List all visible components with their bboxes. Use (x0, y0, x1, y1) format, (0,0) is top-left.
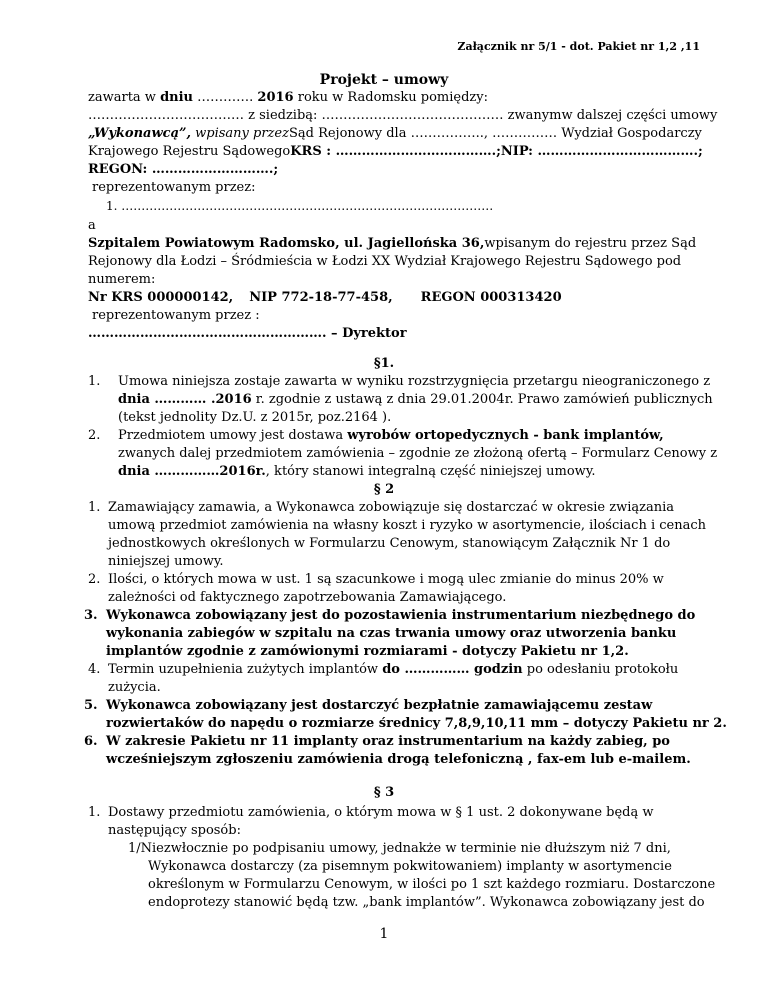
s2-p4-line-2: zużycia. (108, 680, 161, 695)
s2-p3-num: 3. (84, 608, 98, 623)
page-number: 1 (379, 926, 389, 942)
s3-p2-line-1: 1/Niezwłocznie po podpisaniu umowy, jednakże w terminie nie dłuższym niż 7 dni, (128, 841, 671, 856)
s3-p2-line-3: określonym w Formularzu Cenowym, w ilości po 1 szt każdego rozmiaru. Dostarczone (148, 877, 716, 892)
s3-p1-line-2: następujący sposób: (108, 823, 241, 838)
s3-p1-num: 1. (88, 805, 101, 820)
s2-p3-line-2: wykonania zabiegów w szpitalu na czas trwania umowy oraz utworzenia banku (106, 626, 677, 641)
section-1-heading: §1. (373, 356, 395, 371)
s3-p1-line-1: Dostawy przedmiotu zamówienia, o którym mowa w § 1 ust. 2 dokonywane będą w (108, 805, 654, 820)
s2-p5-line-1: Wykonawca zobowiązany jest dostarczyć bezpłatnie zamawiającemu zestaw (106, 698, 653, 713)
document-title: Projekt – umowy (319, 72, 449, 88)
s2-p6-line-2: wcześniejszym zgłoszeniu zamówienia drogą telefoniczną , fax-em lub e-mailem. (106, 752, 691, 767)
s2-p1-line-1: Zamawiający zamawia, a Wykonawca zobowiązuje się dostarczać w okresie związania (108, 500, 675, 515)
intro-regon: REGON: ……………………….; (88, 162, 279, 177)
s1-p2-line-1: Przedmiotem umowy jest dostawa wyrobów ortopedycznych - bank implantów, (118, 428, 664, 443)
s1-p2-num: 2. (88, 428, 101, 443)
s2-p2-line-2: zależności od faktycznego zapotrzebowania Zamawiającego. (108, 590, 507, 605)
intro-represented: reprezentowanym przez: (92, 180, 256, 195)
s2-p5-num: 5. (84, 698, 98, 713)
s2-p3-line-1: Wykonawca zobowiązany jest do pozostawienia instrumentarium niezbędnego do (106, 608, 696, 623)
s2-p1-line-3: jednostkowych określonych w Formularzu Cenowym, stanowiącym Załącznik Nr 1 do (108, 536, 671, 551)
s1-p1-line-3: (tekst jednolity Dz.U. z 2015r, poz.2164 ). (118, 410, 392, 425)
intro-number: numerem: (88, 272, 156, 287)
intro-line-2: ……………………………… z siedzibą: …………………………………… zwanym w dalszej części umowy (88, 108, 718, 123)
s2-p2-num: 2. (88, 572, 101, 587)
s2-p4-num: 4. (88, 662, 101, 677)
section-3-heading: § 3 (373, 785, 395, 800)
intro-rep-1: 1. ………………………………………………………………………………… (106, 199, 494, 213)
intro-and: a (88, 218, 96, 233)
s2-p1-num: 1. (88, 500, 101, 515)
intro-hospital: Szpitalem Powiatowym Radomsko, ul. Jagiellońska 36, wpisanym do rejestru przez Sąd (88, 236, 697, 251)
s2-p3-line-3: implantów zgodnie z zamówionymi rozmiarami - dotyczy Pakietu nr 1,2. (106, 644, 629, 659)
section-2-heading: § 2 (373, 482, 395, 497)
s1-p1-line-2: dnia ………… .2016 r. zgodnie z ustawą z dnia 29.01.2004r. Prawo zamówień publicznych (118, 392, 713, 407)
s1-p2-line-3: dnia ……………2016r., który stanowi integralną część niniejszej umowy. (118, 464, 596, 479)
intro-court: Rejonowy dla Łodzi – Śródmieścia w Łodzi XX Wydział Krajowego Rejestru Sądowego pod (88, 254, 682, 269)
attachment-header: Załącznik nr 5/1 - dot. Pakiet nr 1,2 ,11 (457, 40, 700, 53)
s3-p2-line-4: endoprotezy stanowić będą tzw. „bank implantów”. Wykonawca zobowiązany jest do (148, 895, 705, 910)
s2-p6-line-1: W zakresie Pakietu nr 11 implanty oraz instrumentarium na każdy zabieg, po (106, 734, 670, 749)
s3-p2-line-2: Wykonawca dostarczy (za pisemnym pokwitowaniem) implanty w asortymencie (148, 859, 672, 874)
intro-represented-by: reprezentowanym przez : (92, 308, 260, 323)
intro-line-1: zawarta w dniu …………. 2016 roku w Radomsku pomiędzy: (88, 90, 488, 105)
s2-p5-line-2: rozwiertaków do napędu o rozmiarze średnicy 7,8,9,10,11 mm – dotyczy Pakietu nr 2. (106, 716, 727, 731)
s2-p6-num: 6. (84, 734, 98, 749)
intro-line-4: Krajowego Rejestru Sądowego KRS : ……………………………….; NIP: ……………………………….; (88, 144, 703, 159)
s2-p2-line-1: Ilości, o których mowa w ust. 1 są szacunkowe i mogą ulec zmianie do minus 20% w (108, 572, 664, 587)
s1-p2-line-2: zwanych dalej przedmiotem zamówienia – zgodnie ze złożoną ofertą – Formularz Cenowy z (118, 446, 718, 461)
s1-p1-line-1: Umowa niniejsza zostaje zawarta w wyniku rozstrzygnięcia przetargu nieograniczonego z (118, 374, 711, 389)
s2-p1-line-4: niniejszej umowy. (108, 554, 224, 569)
intro-line-3: „Wykonawcą”, wpisany przez Sąd Rejonowy dla …………….., …………… Wydział Gospodarczy (88, 126, 702, 141)
s1-p1-num: 1. (88, 374, 101, 389)
s2-p1-line-2: umową przedmiot zamówienia na własny koszt i ryzyko w asortymencie, ilościach i cenach (108, 518, 706, 533)
s2-p4-line-1: Termin uzupełnienia zużytych implantów do …………… godzin po odesłaniu protokołu (108, 662, 679, 677)
intro-director: ………………………………………………. – Dyrektor (88, 326, 407, 341)
intro-krs-nip-regon: Nr KRS 000000142, NIP 772-18-77-458, REGON 000313420 (88, 290, 562, 305)
